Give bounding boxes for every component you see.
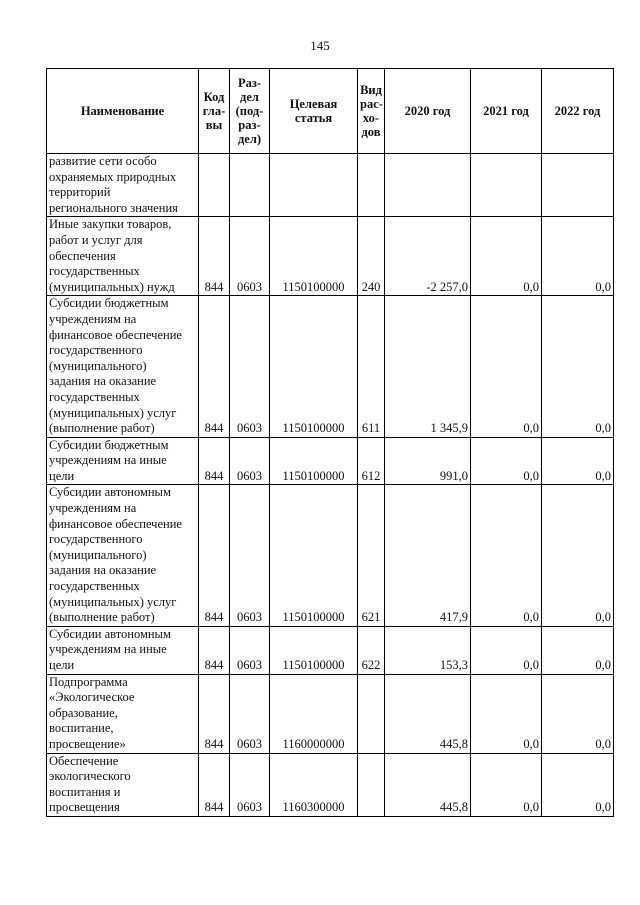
table-body [47,154,614,817]
cell-target: 1150100000 [270,437,358,485]
cell-name: Иные закупки товаров, работ и услуг для обеспечения государственных (муниципальных) нужд [47,217,199,296]
cell-2022 [542,154,614,217]
cell-code: 844 [199,296,230,437]
cell-section: 0603 [230,626,270,674]
table-row [47,674,614,753]
table-row [47,154,614,217]
cell-2021: 0,0 [471,753,542,816]
table-row [47,485,614,626]
cell-name: развитие сети особо охраняемых природных территорий регионального значения [47,154,199,217]
cell-expense: 612 [358,437,385,485]
cell-2021: 0,0 [471,217,542,296]
cell-2021: 0,0 [471,626,542,674]
cell-2022: 0,0 [542,485,614,626]
cell-code: 844 [199,437,230,485]
cell-name: Подпрограмма «Экологическое образование, воспитание, просвещение» [47,674,199,753]
table-row [47,626,614,674]
cell-section: 0603 [230,485,270,626]
header-expense: Вид рас- хо- дов [358,69,385,154]
cell-2020: 445,8 [385,674,471,753]
cell-section: 0603 [230,437,270,485]
cell-2020: 417,9 [385,485,471,626]
cell-expense [358,154,385,217]
cell-section: 0603 [230,296,270,437]
header-code: Код гла- вы [199,69,230,154]
cell-target: 1160000000 [270,674,358,753]
cell-2022: 0,0 [542,753,614,816]
cell-2021 [471,154,542,217]
cell-2022: 0,0 [542,296,614,437]
cell-target: 1150100000 [270,626,358,674]
cell-code [199,154,230,217]
cell-code: 844 [199,626,230,674]
cell-2021: 0,0 [471,674,542,753]
cell-name: Обеспечение экологического воспитания и просвещения [47,753,199,816]
cell-2020: 445,8 [385,753,471,816]
cell-target: 1160300000 [270,753,358,816]
cell-expense [358,674,385,753]
cell-name: Субсидии автономным учреждениям на иные цели [47,626,199,674]
cell-2022: 0,0 [542,217,614,296]
cell-code: 844 [199,217,230,296]
budget-table [46,68,614,817]
cell-expense [358,753,385,816]
cell-section: 0603 [230,753,270,816]
cell-2020: 153,3 [385,626,471,674]
cell-2021: 0,0 [471,437,542,485]
cell-expense: 622 [358,626,385,674]
cell-2022: 0,0 [542,437,614,485]
cell-2022: 0,0 [542,626,614,674]
cell-expense: 611 [358,296,385,437]
cell-2022: 0,0 [542,674,614,753]
header-name: Наименование [47,69,199,154]
table-row [47,296,614,437]
cell-code: 844 [199,753,230,816]
cell-section [230,154,270,217]
cell-target: 1150100000 [270,217,358,296]
cell-target: 1150100000 [270,296,358,437]
cell-2020 [385,154,471,217]
cell-2021: 0,0 [471,296,542,437]
cell-code: 844 [199,485,230,626]
cell-target [270,154,358,217]
table-row [47,753,614,816]
cell-2021: 0,0 [471,485,542,626]
table-row [47,217,614,296]
cell-2020: -2 257,0 [385,217,471,296]
table-row [47,437,614,485]
cell-expense: 240 [358,217,385,296]
cell-2020: 991,0 [385,437,471,485]
cell-target: 1150100000 [270,485,358,626]
cell-code: 844 [199,674,230,753]
cell-2020: 1 345,9 [385,296,471,437]
cell-name: Субсидии бюджетным учреждениям на финансовое обеспечение государственного (муниципального) задания на оказание государственных (муниципальных) услуг (выполнение работ) [47,296,199,437]
cell-section: 0603 [230,217,270,296]
page-number: 145 [310,38,330,53]
cell-name: Субсидии бюджетным учреждениям на иные цели [47,437,199,485]
table-header-row [47,69,614,154]
header-target: Целевая статья [270,69,358,154]
header-2021: 2021 год [471,69,542,154]
header-2020: 2020 год [385,69,471,154]
header-section: Раз- дел (под- раз- дел) [230,69,270,154]
cell-expense: 621 [358,485,385,626]
cell-section: 0603 [230,674,270,753]
header-2022: 2022 год [542,69,614,154]
cell-name: Субсидии автономным учреждениям на финансовое обеспечение государственного (муниципального) задания на оказание государственных (муниципальных) услуг (выполнение работ) [47,485,199,626]
